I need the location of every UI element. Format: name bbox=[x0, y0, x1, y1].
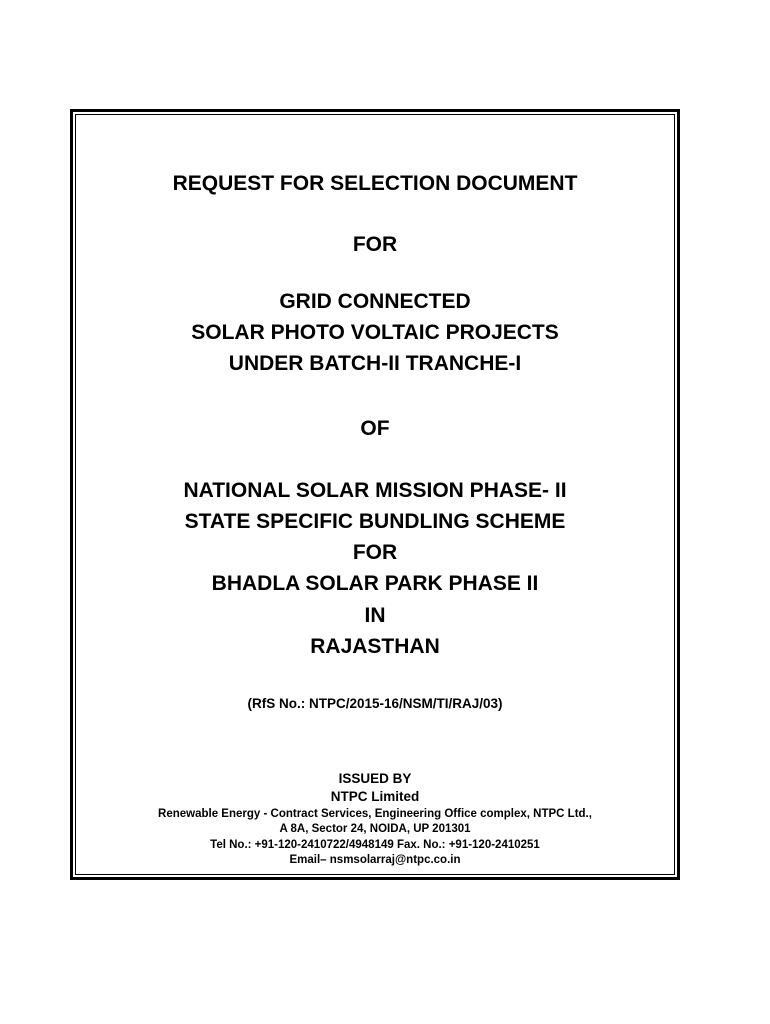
scheme-line-6: RAJASTHAN bbox=[310, 635, 440, 658]
issuer-name: NTPC Limited bbox=[330, 789, 420, 804]
contact-phone: Tel No.: +91-120-2410722/4948149 Fax. No.: +91-120-2410251 bbox=[210, 839, 540, 851]
contact-email: Email– nsmsolarraj@ntpc.co.in bbox=[289, 854, 461, 866]
project-line-1: GRID CONNECTED bbox=[279, 290, 471, 313]
issued-by-label: ISSUED BY bbox=[338, 771, 412, 786]
address-line-1: Renewable Energy - Contract Services, Engineering Office complex, NTPC Ltd., bbox=[158, 808, 592, 820]
address-line-2: A 8A, Sector 24, NOIDA, UP 201301 bbox=[279, 823, 471, 835]
scheme-line-1: NATIONAL SOLAR MISSION PHASE- II bbox=[183, 479, 567, 502]
scheme-line-4: BHADLA SOLAR PARK PHASE II bbox=[211, 572, 539, 595]
scheme-line-2: STATE SPECIFIC BUNDLING SCHEME bbox=[184, 510, 566, 533]
project-line-2: SOLAR PHOTO VOLTAIC PROJECTS bbox=[191, 321, 559, 344]
scheme-line-3: FOR bbox=[352, 541, 398, 564]
document-title: REQUEST FOR SELECTION DOCUMENT bbox=[172, 172, 578, 195]
for-label: FOR bbox=[352, 233, 398, 256]
project-line-3: UNDER BATCH-II TRANCHE-I bbox=[228, 352, 522, 375]
scheme-line-5: IN bbox=[364, 604, 386, 627]
of-label: OF bbox=[360, 417, 390, 440]
rfs-number: (RfS No.: NTPC/2015-16/NSM/TI/RAJ/03) bbox=[247, 696, 503, 711]
